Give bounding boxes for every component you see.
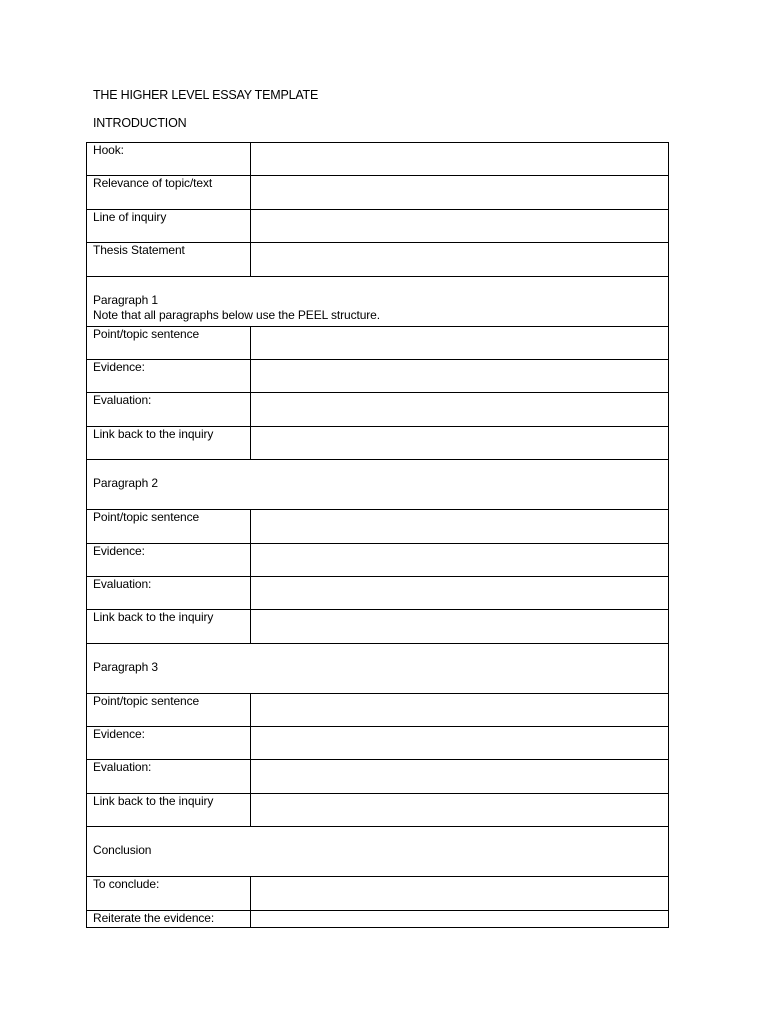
table-row [87,910,669,927]
p1-point-label: Point/topic sentence [87,326,251,359]
paragraph-1-header [87,276,669,326]
hook-field[interactable] [251,143,669,176]
p2-point-label: Point/topic sentence [87,510,251,543]
conclusion-heading: Conclusion [87,827,669,877]
table-row [87,576,669,609]
table-row [87,359,669,392]
p1-evidence-field[interactable] [251,359,669,392]
paragraph-3-header-row [87,643,669,693]
p2-link-field[interactable] [251,610,669,643]
p3-link-label: Link back to the inquiry [87,793,251,826]
p2-link-label: Link back to the inquiry [87,610,251,643]
table-row [87,877,669,910]
table-row [87,693,669,726]
table-row [87,610,669,643]
line-of-inquiry-field[interactable] [251,209,669,242]
table-row [87,143,669,176]
p3-evaluation-field[interactable] [251,760,669,793]
p1-evaluation-label: Evaluation: [87,393,251,426]
p3-point-label: Point/topic sentence [87,693,251,726]
p3-point-field[interactable] [251,693,669,726]
p1-link-field[interactable] [251,426,669,459]
conclusion-header-row [87,827,669,877]
introduction-heading: INTRODUCTION [93,116,187,130]
p3-evaluation-label: Evaluation: [87,760,251,793]
p2-point-field[interactable] [251,510,669,543]
thesis-statement-field[interactable] [251,243,669,276]
paragraph-1-header-row [87,276,669,326]
table-row [87,793,669,826]
p3-evidence-label: Evidence: [87,727,251,760]
p2-evidence-field[interactable] [251,543,669,576]
peel-structure-note: Note that all paragraphs below use the PEEL structure. [93,307,380,322]
document-title: THE HIGHER LEVEL ESSAY TEMPLATE [93,88,319,102]
table-row [87,510,669,543]
paragraph-2-heading: Paragraph 2 [87,460,669,510]
p1-link-label: Link back to the inquiry [87,426,251,459]
hook-label: Hook: [87,143,251,176]
table-row [87,727,669,760]
p2-evaluation-field[interactable] [251,576,669,609]
table-row [87,243,669,276]
p1-evidence-label: Evidence: [87,359,251,392]
to-conclude-label: To conclude: [87,877,251,910]
reiterate-evidence-label: Reiterate the evidence: [87,910,251,927]
thesis-statement-label: Thesis Statement [87,243,251,276]
p1-evaluation-field[interactable] [251,393,669,426]
to-conclude-field[interactable] [251,877,669,910]
p3-evidence-field[interactable] [251,727,669,760]
p1-point-field[interactable] [251,326,669,359]
relevance-label: Relevance of topic/text [87,176,251,209]
essay-template-table [86,142,669,928]
table-row [87,326,669,359]
table-row [87,426,669,459]
table-row [87,393,669,426]
p3-link-field[interactable] [251,793,669,826]
paragraph-2-header-row [87,460,669,510]
table-row [87,209,669,242]
line-of-inquiry-label: Line of inquiry [87,209,251,242]
p2-evaluation-label: Evaluation: [87,576,251,609]
table-row [87,543,669,576]
table-row [87,176,669,209]
p2-evidence-label: Evidence: [87,543,251,576]
paragraph-1-heading: Paragraph 1 [93,292,158,307]
paragraph-3-heading: Paragraph 3 [87,643,669,693]
relevance-field[interactable] [251,176,669,209]
table-row [87,760,669,793]
reiterate-evidence-field[interactable] [251,910,669,927]
